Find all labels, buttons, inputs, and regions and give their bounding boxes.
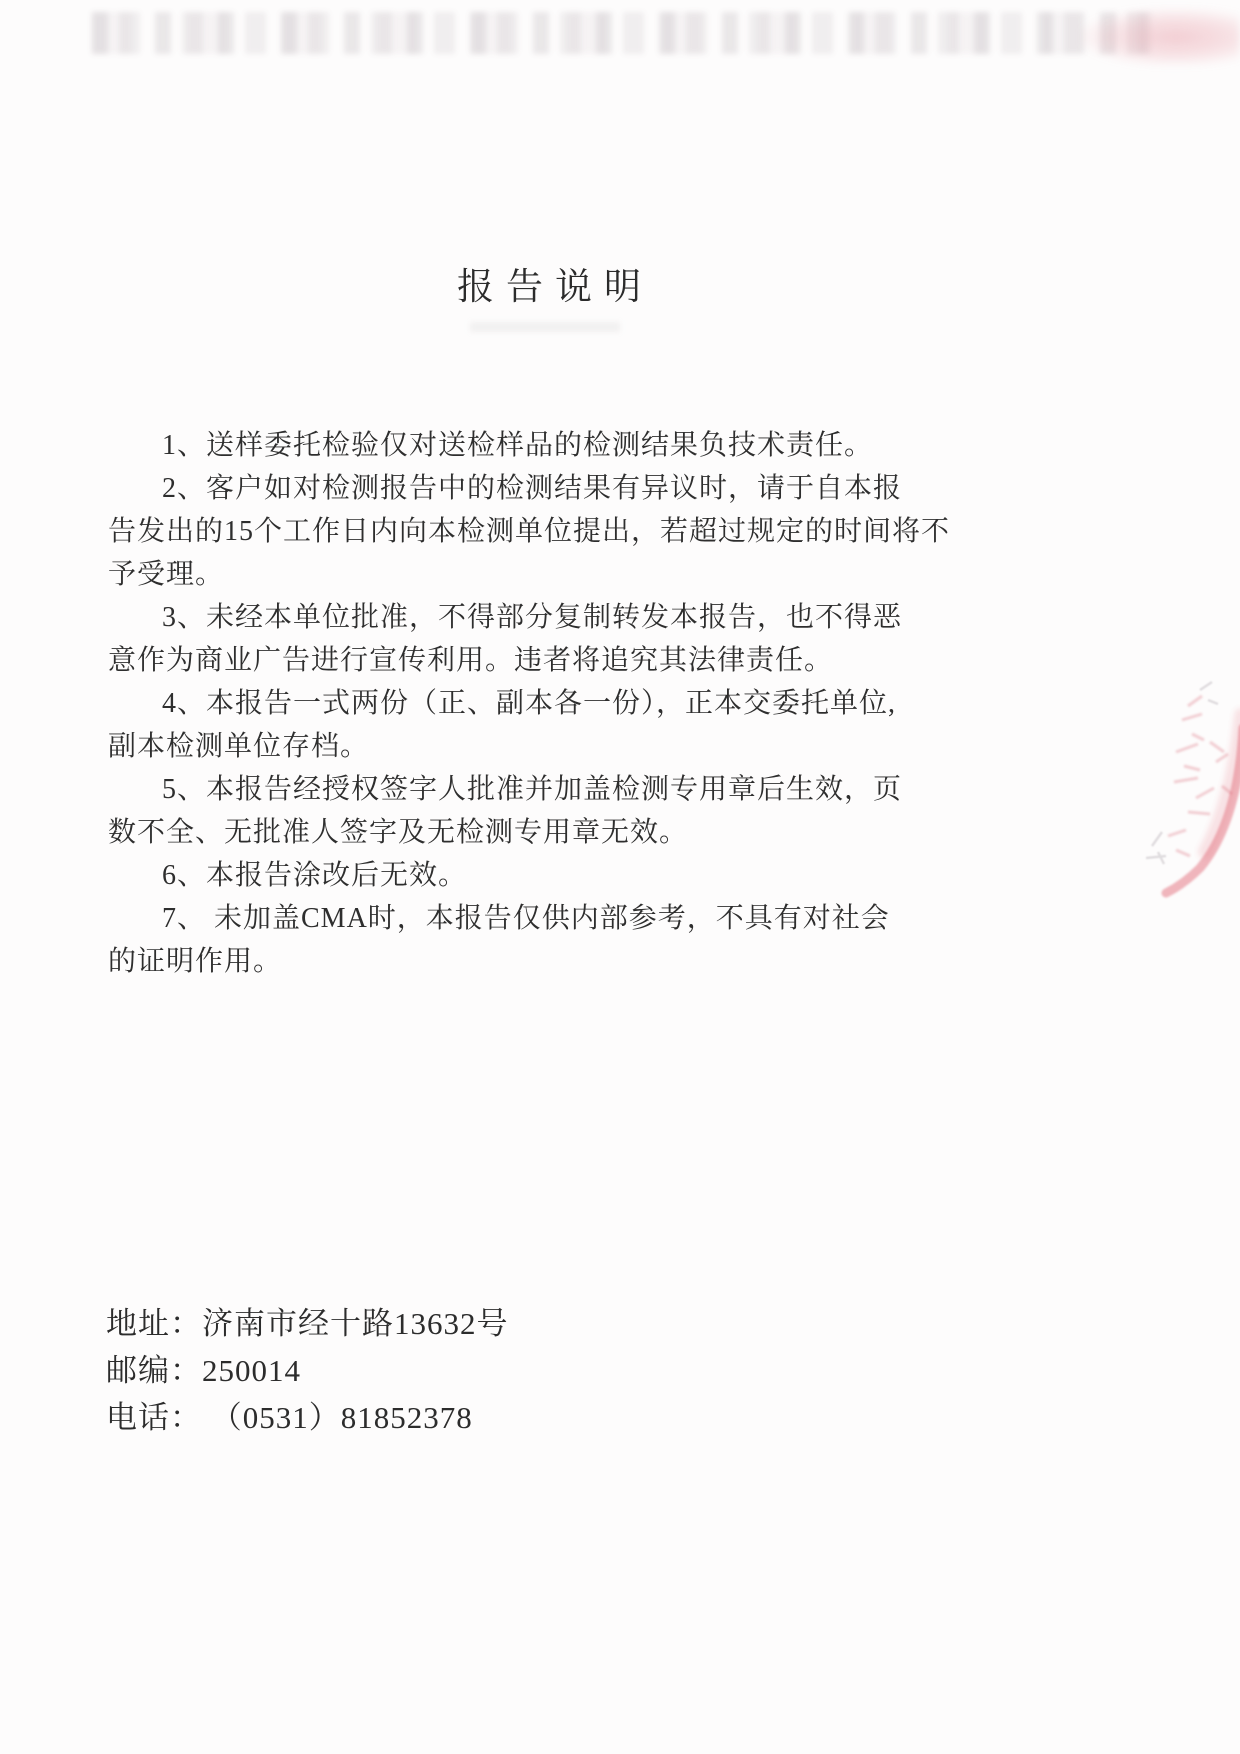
page-title: 报告说明 [457, 267, 653, 308]
note-line: 7、 未加盖CMA时，本报告仅供内部参考，不具有对社会 [162, 903, 890, 934]
bleed-through-artifact [92, 12, 1152, 54]
note-line: 3、未经本单位批准，不得部分复制转发本报告，也不得恶 [162, 602, 903, 633]
note-line: 4、本报告一式两份（正、副本各一份），正本交委托单位, [162, 688, 897, 719]
note-line: 数不全、无批准人签字及无检测专用章无效。 [108, 817, 689, 848]
note-line: 副本检测单位存档。 [108, 731, 370, 762]
note-line: 予受理。 [108, 559, 225, 590]
bleed-through-red-blob [1080, 8, 1240, 66]
notes-list [108, 424, 951, 983]
note-line: 6、本报告涂改后无效。 [162, 860, 468, 891]
note-line: 的证明作用。 [108, 946, 283, 977]
postcode-line: 邮编：250014 [106, 1353, 301, 1388]
note-line: 5、本报告经授权签字人批准并加盖检测专用章后生效，页 [162, 774, 903, 805]
note-line: 意作为商业广告进行宣传利用。违者将追究其法律责任。 [108, 645, 834, 676]
red-seal-stamp-partial [1120, 640, 1240, 940]
note-line: 1、送样委托检验仅对送检样品的检测结果负技术责任。 [162, 430, 874, 461]
address-line: 地址：济南市经十路13632号 [106, 1306, 509, 1341]
note-line: 告发出的15个工作日内向本检测单位提出，若超过规定的时间将不 [108, 516, 951, 547]
scan-shadow-artifact [470, 322, 620, 332]
phone-line: 电话： （0531）81852378 [106, 1400, 473, 1435]
note-line: 2、客户如对检测报告中的检测结果有异议时，请于自本报 [162, 473, 903, 504]
contact-block [106, 1300, 509, 1441]
